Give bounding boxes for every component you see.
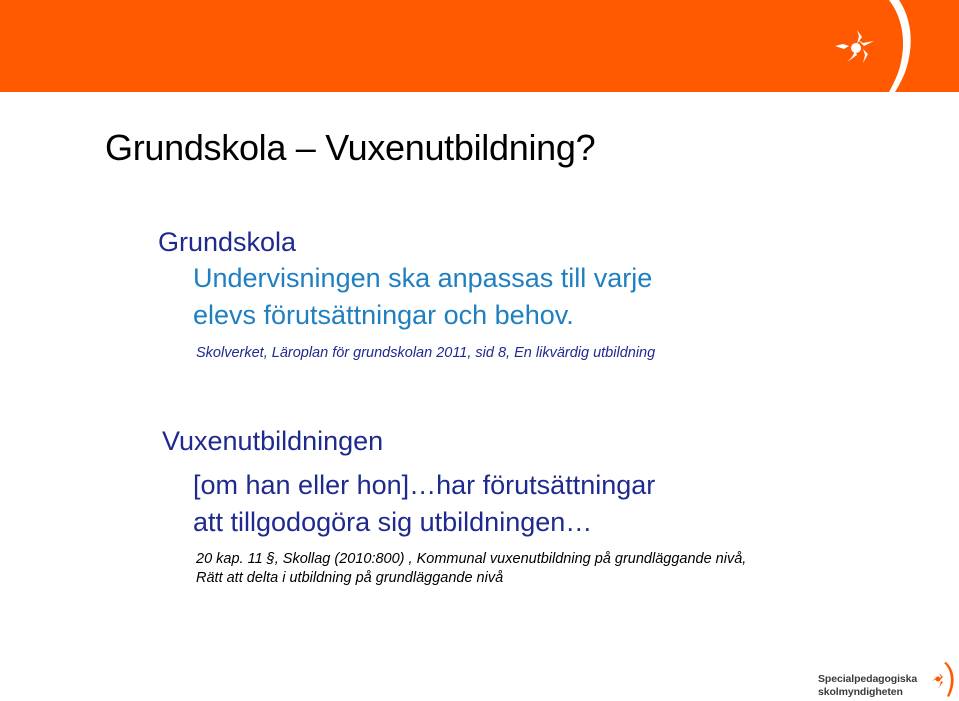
quote-line-4: att tillgodogöra sig utbildningen… bbox=[193, 507, 593, 537]
section-heading-vuxenutbildningen: Vuxenutbildningen bbox=[162, 426, 384, 456]
star-logo-icon bbox=[819, 0, 959, 92]
quote-line-3: [om han eller hon]…har förutsättningar bbox=[193, 470, 656, 500]
spsm-mark-icon bbox=[928, 662, 956, 698]
citation-grundskola: Skolverket, Läroplan för grundskolan 2011, sid 8, En likvärdig utbildning bbox=[196, 345, 656, 361]
citation-skollag-line-1: 20 kap. 11 §, Skollag (2010:800) , Kommunal vuxenutbildning på grundläggande nivå, bbox=[196, 551, 747, 567]
section-heading-grundskola: Grundskola bbox=[158, 227, 297, 257]
quote-line-2: elevs förutsättningar och behov. bbox=[193, 300, 574, 330]
logo-text-line-2: skolmyndigheten bbox=[818, 686, 903, 698]
citation-skollag-line-2: Rätt att delta i utbildning på grundläggande nivå bbox=[196, 570, 504, 586]
spsm-logo bbox=[818, 660, 959, 701]
header-bar bbox=[0, 0, 959, 92]
slide-title: Grundskola – Vuxenutbildning? bbox=[105, 127, 596, 168]
logo-text-line-1: Specialpedagogiska bbox=[818, 673, 918, 685]
quote-line-1: Undervisningen ska anpassas till varje bbox=[193, 263, 653, 293]
